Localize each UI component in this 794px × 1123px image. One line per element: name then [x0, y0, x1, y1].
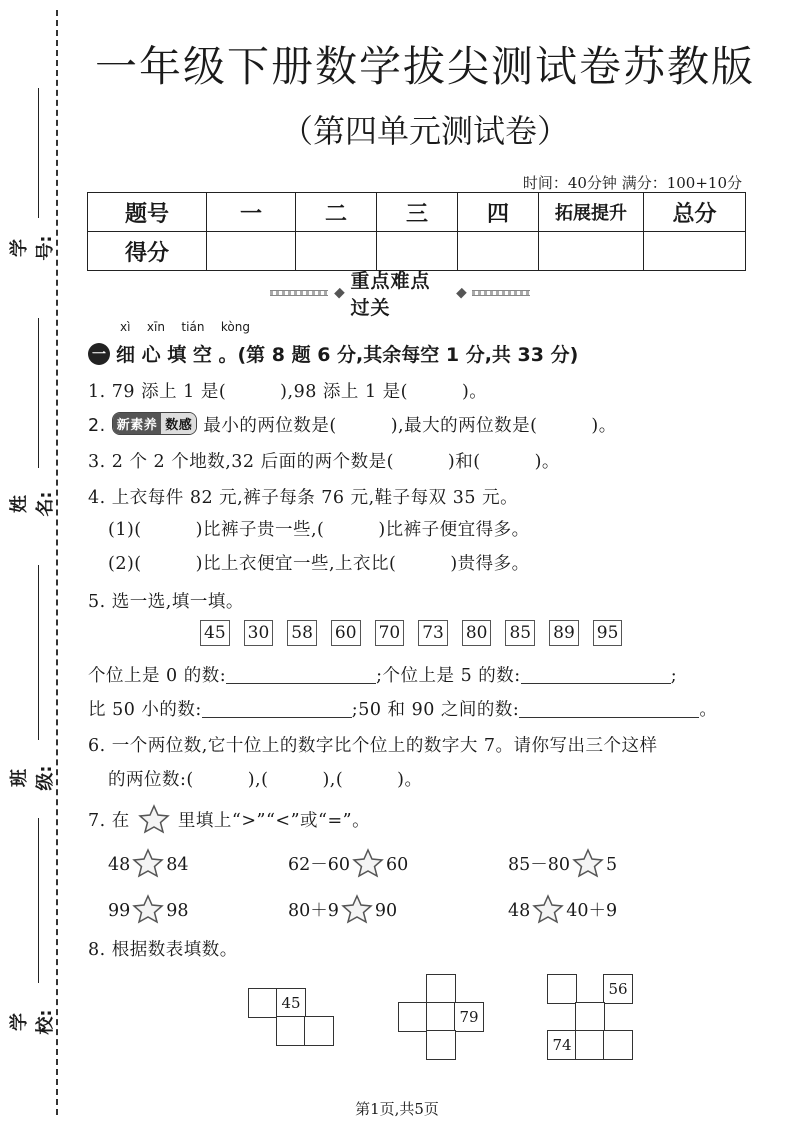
banner-title: 重点难点过关 — [350, 270, 431, 319]
binding-margin — [0, 0, 70, 1123]
answer-blank[interactable] — [519, 699, 699, 718]
pinyin-syllable: kòng — [220, 320, 250, 334]
blank-label: 比 50 小的数: — [88, 700, 202, 720]
number-choice: 95 — [593, 620, 623, 646]
pinyin-syllable: xīn — [146, 320, 165, 334]
section-banner — [270, 270, 530, 319]
table-cell: 四 — [458, 193, 539, 232]
compare-item — [108, 848, 189, 878]
compare-item — [288, 894, 397, 924]
banner-decoration — [472, 290, 530, 296]
compare-left: 62－60 — [288, 855, 351, 875]
cut-line — [56, 10, 58, 1115]
grid-given: 45 — [276, 988, 306, 1018]
number-choice: 45 — [200, 620, 230, 646]
literacy-badge — [112, 412, 198, 435]
grid-blank[interactable] — [304, 1016, 334, 1046]
compare-left: 48 — [508, 901, 531, 921]
grid-blank[interactable] — [575, 1002, 605, 1032]
star-icon[interactable] — [341, 894, 373, 924]
score-table-score-row — [88, 232, 746, 271]
badge-number-sense: 数感 — [161, 413, 196, 434]
number-choice: 85 — [505, 620, 535, 646]
table-cell: 拓展提升 — [539, 193, 644, 232]
number-choice: 73 — [418, 620, 448, 646]
question-text: 7. 在 — [88, 811, 130, 831]
page-footer: 第1页,共5页 — [355, 1100, 439, 1118]
grid-blank[interactable] — [398, 1002, 428, 1032]
compare-left: 85－80 — [508, 855, 571, 875]
banner-decoration — [270, 290, 328, 296]
star-icon[interactable] — [352, 848, 384, 878]
compare-right: 40＋9 — [566, 901, 618, 921]
question-5-line-2: 比 50 小的数: ;50 和 90 之间的数: 。 — [88, 700, 718, 720]
compare-item — [288, 848, 408, 878]
name-line — [38, 318, 39, 468]
question-2 — [88, 412, 617, 437]
compare-right: 90 — [374, 901, 398, 921]
table-cell: 二 — [296, 193, 377, 232]
number-choice: 80 — [462, 620, 492, 646]
star-icon[interactable] — [132, 894, 164, 924]
score-cell[interactable] — [644, 232, 746, 271]
pinyin-syllable: tián — [181, 320, 205, 334]
blank-label: 个位上是 0 的数: — [88, 666, 227, 686]
question-number: 2. — [88, 416, 106, 436]
number-choice: 30 — [244, 620, 274, 646]
class-label: 班级: — [9, 765, 56, 791]
name-label: 姓名: — [9, 491, 56, 517]
grid-given: 79 — [454, 1002, 484, 1032]
grid-blank[interactable] — [603, 1030, 633, 1060]
grid-blank[interactable] — [276, 1016, 306, 1046]
answer-blank[interactable] — [521, 665, 671, 684]
blank-label: ;个位上是 5 的数: — [376, 666, 521, 686]
number-choices — [200, 620, 622, 646]
question-1: 1. 79 添上 1 是( ),98 添上 1 是( )。 — [88, 382, 488, 402]
grid-given: 74 — [547, 1030, 577, 1060]
question-5: 5. 选一选,填一填。 — [88, 592, 244, 612]
section-instruction: 细 心 填 空 。(第 8 题 6 分,其余每空 1 分,共 33 分) — [116, 344, 579, 366]
grid-blank[interactable] — [575, 1030, 605, 1060]
school-line — [38, 818, 39, 983]
student-no-label: 学号: — [9, 235, 56, 261]
number-choice: 70 — [375, 620, 405, 646]
table-cell: 得分 — [88, 232, 207, 271]
question-3: 3. 2 个 2 个地数,32 后面的两个数是( )和( )。 — [88, 452, 560, 472]
grid-blank[interactable] — [426, 1030, 456, 1060]
compare-left: 80＋9 — [288, 901, 339, 921]
question-4: 4. 上衣每件 82 元,裤子每条 76 元,鞋子每双 35 元。 — [88, 488, 519, 508]
page-subtitle: （第四单元测试卷） — [280, 112, 569, 150]
class-line — [38, 565, 39, 740]
compare-item — [508, 894, 617, 924]
pinyin — [120, 320, 250, 334]
compare-left: 99 — [108, 901, 131, 921]
grid-blank[interactable] — [426, 1002, 456, 1032]
pinyin-syllable: xì — [120, 320, 131, 334]
table-cell: 三 — [377, 193, 458, 232]
question-5-line-1: 个位上是 0 的数: ;个位上是 5 的数: ; — [88, 666, 678, 686]
star-icon[interactable] — [572, 848, 604, 878]
score-table — [87, 192, 746, 271]
score-cell[interactable] — [377, 232, 458, 271]
answer-blank[interactable] — [202, 699, 352, 718]
table-cell: 题号 — [88, 193, 207, 232]
banner-diamond — [456, 288, 466, 298]
table-cell: 总分 — [644, 193, 746, 232]
question-text: 里填上“>”“<”或“=”。 — [177, 811, 371, 831]
badge-new-literacy: 新素养 — [113, 413, 162, 434]
compare-right: 60 — [386, 855, 409, 875]
student-no-line — [38, 88, 39, 218]
grid-blank[interactable] — [426, 974, 456, 1004]
score-cell[interactable] — [207, 232, 296, 271]
question-4-part-2: (2)( )比上衣便宜一些,上衣比( )贵得多。 — [108, 554, 530, 574]
question-8: 8. 根据数表填数。 — [88, 940, 238, 960]
section-number: 一 — [88, 343, 110, 365]
grid-blank[interactable] — [248, 988, 278, 1018]
school-label: 学校: — [9, 1009, 56, 1035]
compare-right: 84 — [166, 855, 189, 875]
compare-right: 98 — [166, 901, 189, 921]
question-text: 最小的两位数是( ),最大的两位数是( )。 — [203, 416, 617, 436]
compare-right: 5 — [606, 855, 618, 875]
compare-left: 48 — [108, 855, 131, 875]
star-icon — [138, 804, 170, 834]
answer-blank[interactable] — [226, 665, 376, 684]
table-cell: 一 — [207, 193, 296, 232]
question-4-part-1: (1)( )比裤子贵一些,( )比裤子便宜得多。 — [108, 520, 530, 540]
compare-item — [508, 848, 617, 878]
section-title — [88, 340, 578, 367]
question-7 — [88, 804, 370, 834]
score-cell[interactable] — [458, 232, 539, 271]
star-icon[interactable] — [132, 848, 164, 878]
grid-blank[interactable] — [547, 974, 577, 1004]
score-cell[interactable] — [539, 232, 644, 271]
banner-diamond — [334, 288, 344, 298]
score-table-header-row — [88, 193, 746, 232]
question-6-line-2: 的两位数:( ),( ),( )。 — [108, 770, 423, 790]
time-info: 时间：40分钟 满分：100+10分 — [522, 174, 742, 192]
number-choice: 60 — [331, 620, 361, 646]
question-6-line-1: 6. 一个两位数,它十位上的数字比个位上的数字大 7。请你写出三个这样 — [88, 736, 658, 756]
number-choice: 89 — [549, 620, 579, 646]
number-choice: 58 — [287, 620, 317, 646]
score-cell[interactable] — [296, 232, 377, 271]
compare-item — [108, 894, 189, 924]
star-icon[interactable] — [532, 894, 564, 924]
blank-label: ;50 和 90 之间的数: — [351, 700, 520, 720]
page-title: 一年级下册数学拔尖测试卷苏教版 — [94, 42, 755, 91]
grid-given: 56 — [603, 974, 633, 1004]
